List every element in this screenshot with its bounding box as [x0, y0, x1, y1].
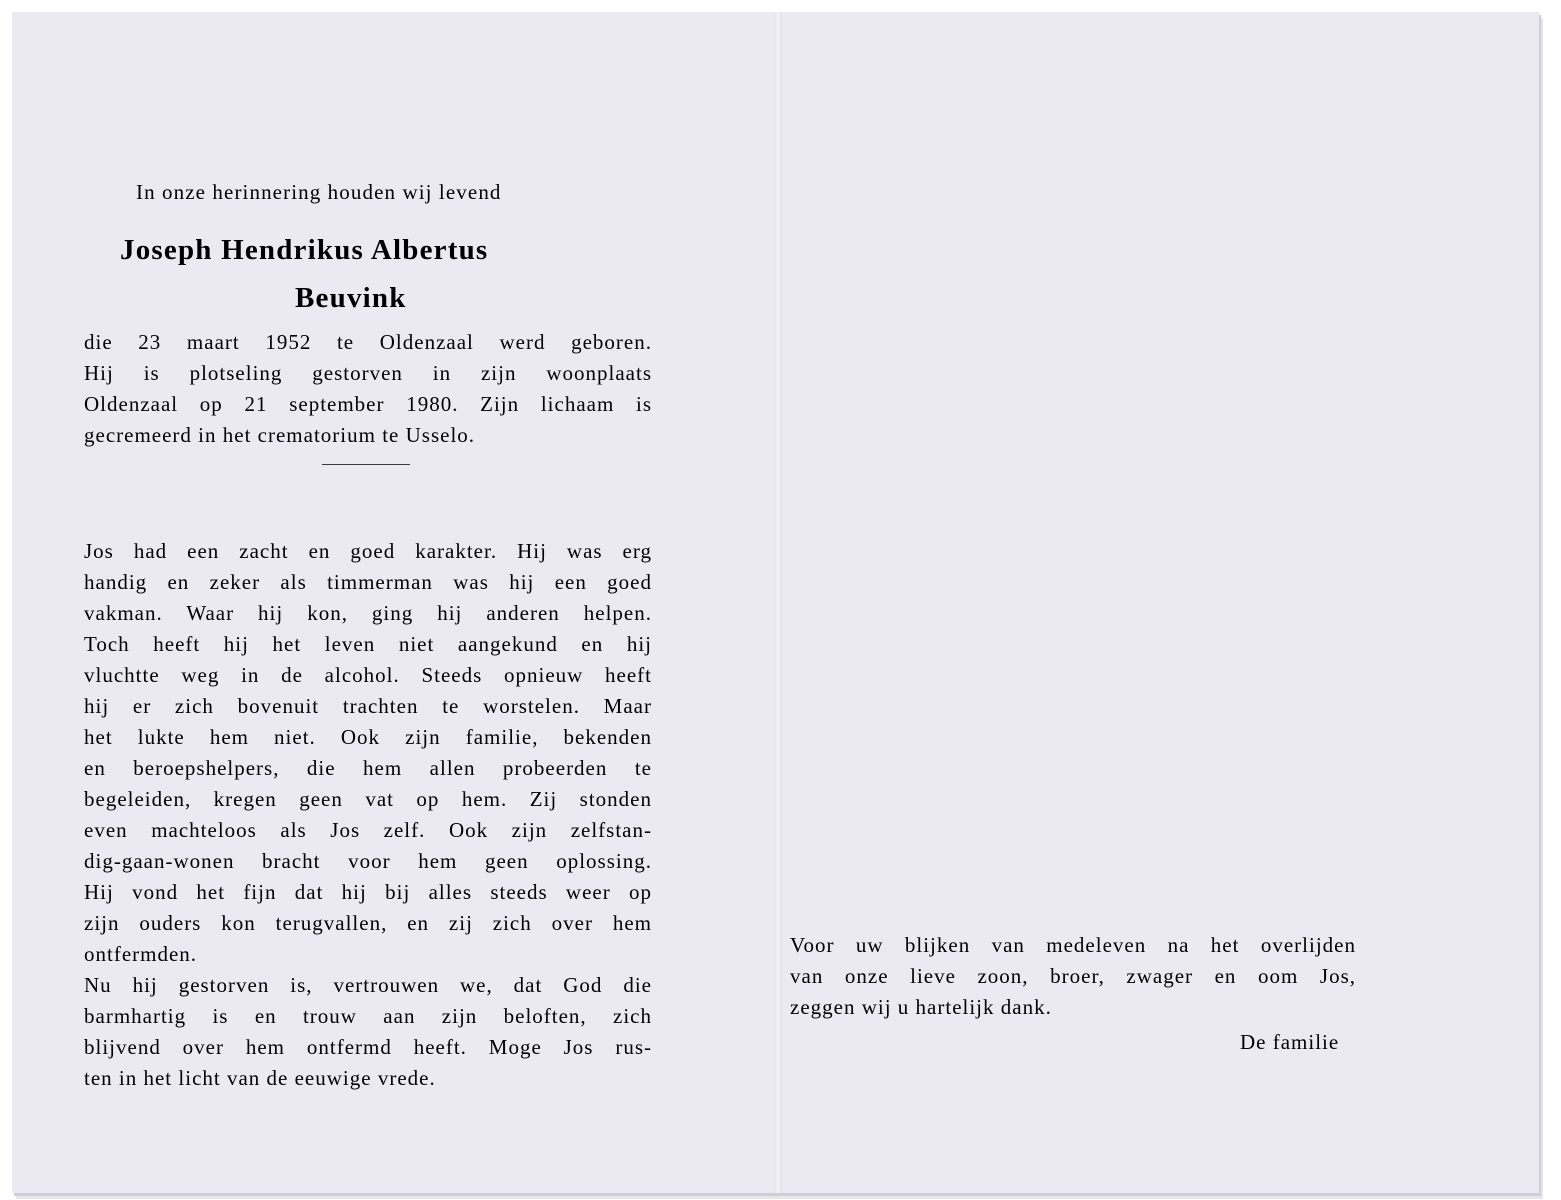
tribute-line: en beroepshelpers, die hem allen probeerden te — [84, 756, 652, 780]
tribute-line: Toch heeft hij het leven niet aangekund en hij — [84, 632, 652, 656]
detail-line: gecremeerd in het crematorium te Usselo. — [84, 423, 476, 447]
detail-line: die 23 maart 1952 te Oldenzaal werd geboren. — [84, 330, 652, 354]
detail-line: Hij is plotseling gestorven in zijn woonplaats — [84, 361, 652, 385]
tribute-line: dig-gaan-wonen bracht voor hem geen oplossing. — [84, 849, 652, 873]
detail-line: Oldenzaal op 21 september 1980. Zijn lichaam is — [84, 392, 652, 416]
intro-text: In onze herinnering houden wij levend — [136, 180, 502, 204]
thanks-line: zeggen wij u hartelijk dank. — [790, 995, 1052, 1019]
tribute-line: Jos had een zacht en goed karakter. Hij was erg — [84, 539, 652, 563]
tribute-line: het lukte hem niet. Ook zijn familie, bekenden — [84, 725, 652, 749]
tribute-line: blijvend over hem ontfermd heeft. Moge Jos rus- — [84, 1035, 652, 1059]
signature: De familie — [1240, 1030, 1340, 1054]
thanks-line: Voor uw blijken van medeleven na het overlijden — [790, 933, 1356, 957]
tribute-line: vakman. Waar hij kon, ging hij anderen helpen. — [84, 601, 652, 625]
tribute-line: Hij vond het fijn dat hij bij alles steeds weer op — [84, 880, 652, 904]
tribute-line: even machteloos als Jos zelf. Ook zijn zelfstan- — [84, 818, 652, 842]
tribute-line: ten in het licht van de eeuwige vrede. — [84, 1066, 436, 1090]
tribute-line: handig en zeker als timmerman was hij een goed — [84, 570, 652, 594]
tribute-line: Nu hij gestorven is, vertrouwen we, dat God die — [84, 973, 652, 997]
tribute-line: zijn ouders kon terugvallen, en zij zich over hem — [84, 911, 652, 935]
deceased-surname: Beuvink — [295, 282, 407, 314]
tribute-line: ontfermden. — [84, 942, 198, 966]
divider — [322, 464, 410, 465]
tribute-line: vluchtte weg in de alcohol. Steeds opnieuw heeft — [84, 663, 652, 687]
tribute-line: hij er zich bovenuit trachten te worstelen. Maar — [84, 694, 652, 718]
deceased-name: Joseph Hendrikus Albertus — [120, 234, 489, 266]
tribute-line: begeleiden, kregen geen vat op hem. Zij stonden — [84, 787, 652, 811]
thanks-line: van onze lieve zoon, broer, zwager en oom Jos, — [790, 964, 1356, 988]
tribute-line: barmhartig is en trouw aan zijn beloften, zich — [84, 1004, 652, 1028]
